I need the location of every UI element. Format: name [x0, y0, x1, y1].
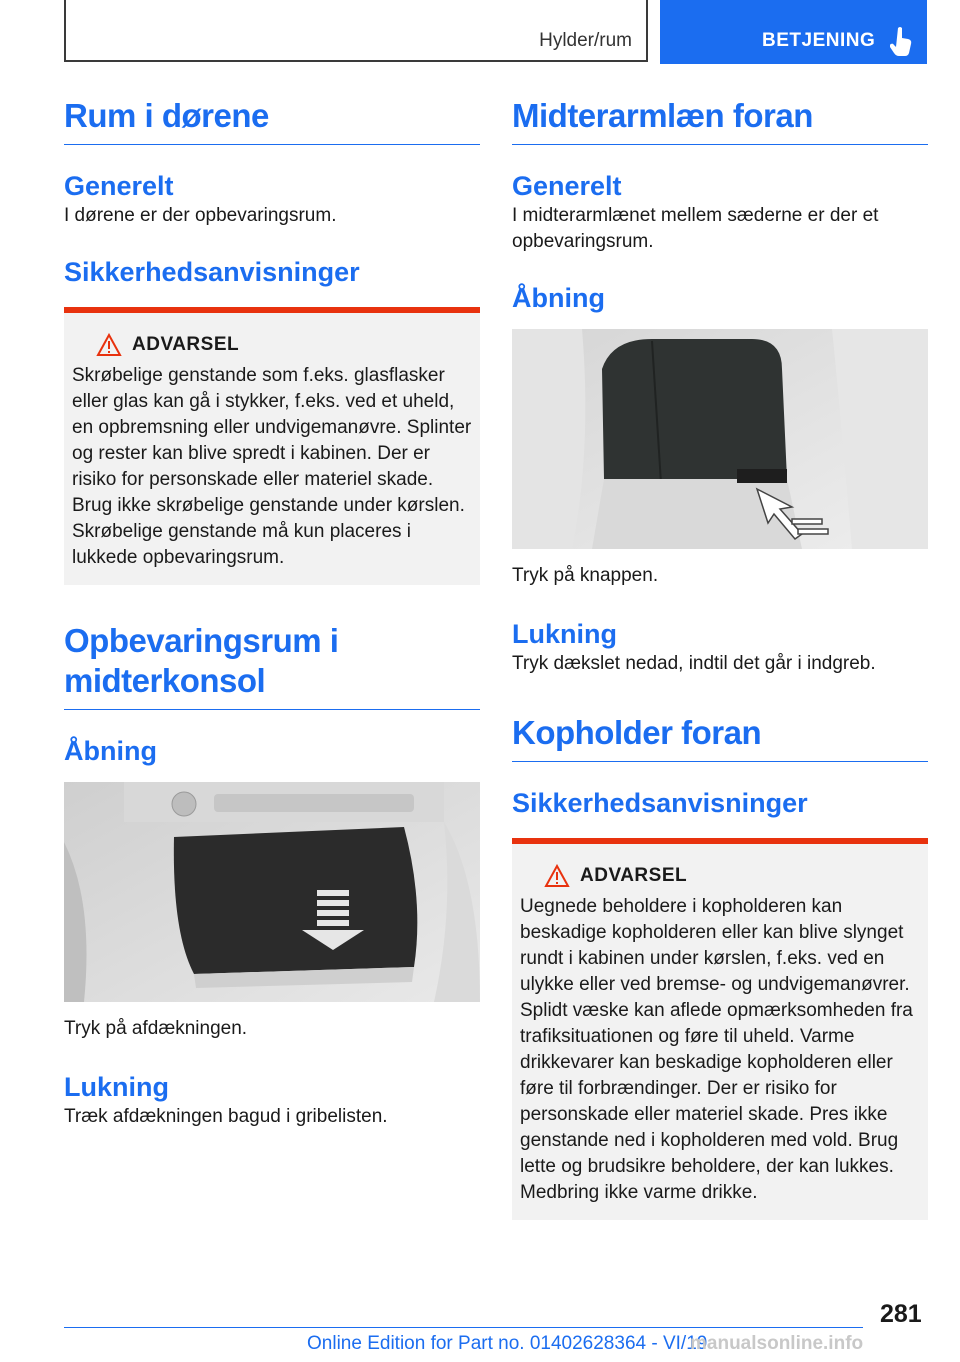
page-number: 281 [880, 1300, 922, 1328]
heading-cupholder-safety: Sikkerhedsanvisninger [512, 788, 808, 818]
heading-cupholder: Kopholder foran [512, 713, 928, 762]
heading-doors: Rum i dørene [64, 96, 480, 145]
warning-title: ADVARSEL [580, 865, 688, 886]
heading-armrest-general: Generelt [512, 171, 622, 201]
armrest-open-caption: Tryk på knappen. [512, 565, 659, 586]
armrest-general-text: I midterarmlænet mellem sæderne er der et opbevaringsrum. [512, 205, 879, 252]
warning-triangle-icon [96, 333, 122, 357]
console-close-text: Træk afdækningen bagud i gribelisten. [64, 1106, 388, 1127]
warning-box [512, 838, 928, 1220]
warning-title: ADVARSEL [132, 334, 240, 355]
right-column [512, 96, 928, 1220]
warning-header [72, 333, 472, 357]
heading-armrest-open: Åbning [512, 283, 605, 313]
footer-divider [64, 1327, 863, 1328]
heading-armrest: Midterarmlæn foran [512, 96, 928, 145]
heading-doors-general: Generelt [64, 171, 174, 201]
warning-triangle-icon [544, 864, 570, 888]
chapter-tab [660, 0, 927, 64]
armrest-close-text: Tryk dækslet nedad, indtil det går i indgreb. [512, 653, 876, 674]
heading-armrest-close: Lukning [512, 619, 617, 649]
left-column [64, 96, 480, 1130]
pointing-hand-icon [890, 26, 916, 56]
heading-console: Opbevaringsrum i midterkonsol [64, 621, 480, 710]
watermark: manualsonline.info [690, 1333, 864, 1354]
warning-header [520, 864, 920, 888]
warning-box [64, 307, 480, 585]
doors-general-text: I dørene er der opbevaringsrum. [64, 205, 337, 226]
warning-text: Skrøbelige genstande som f.eks. glasflasker eller glas kan gå i stykker, f.eks. ved et uheld, en opbremsning eller undvigemanøvre. Splinter og rester kan blive spredt i kabinen. Der er risiko for personskade eller materiel skade. Brug ikke skrøbelige genstande under kørslen. Skrøbelige genstande må kun placeres i lukkede opbevaringsrum. [72, 365, 472, 568]
chapter-title: BETJENING [762, 30, 876, 51]
section-title: Hylder/rum [539, 30, 632, 51]
heading-console-open: Åbning [64, 736, 157, 766]
armrest-photo [512, 329, 928, 549]
footer-edition: Online Edition for Part no. 01402628364 - VI/19 [307, 1333, 708, 1354]
page-header [64, 0, 927, 64]
heading-console-close: Lukning [64, 1072, 169, 1102]
warning-text: Uegnede beholdere i kopholderen kan beskadige kopholderen eller kan blive slynget rundt i kabinen under kørslen, f.eks. ved en ulykke eller ved bremse- og undvigemanøvrer. Splidt væske kan aflede opmærksomheden fra trafiksituationen og føre til uheld. Varme drikkevarer kan beskadige kopholderen eller føre til forbrændinger. Der er risiko for personskade eller materiel skade. Pres ikke genstande ned i kopholderen med vold. Brug lette og brudsikre beholdere, der kan lukkes. Medbring ikke varme drikke. [520, 896, 913, 1203]
console-photo [64, 782, 480, 1002]
console-open-caption: Tryk på afdækningen. [64, 1018, 248, 1039]
heading-doors-safety: Sikkerhedsanvisninger [64, 257, 360, 287]
section-tab [64, 0, 648, 62]
